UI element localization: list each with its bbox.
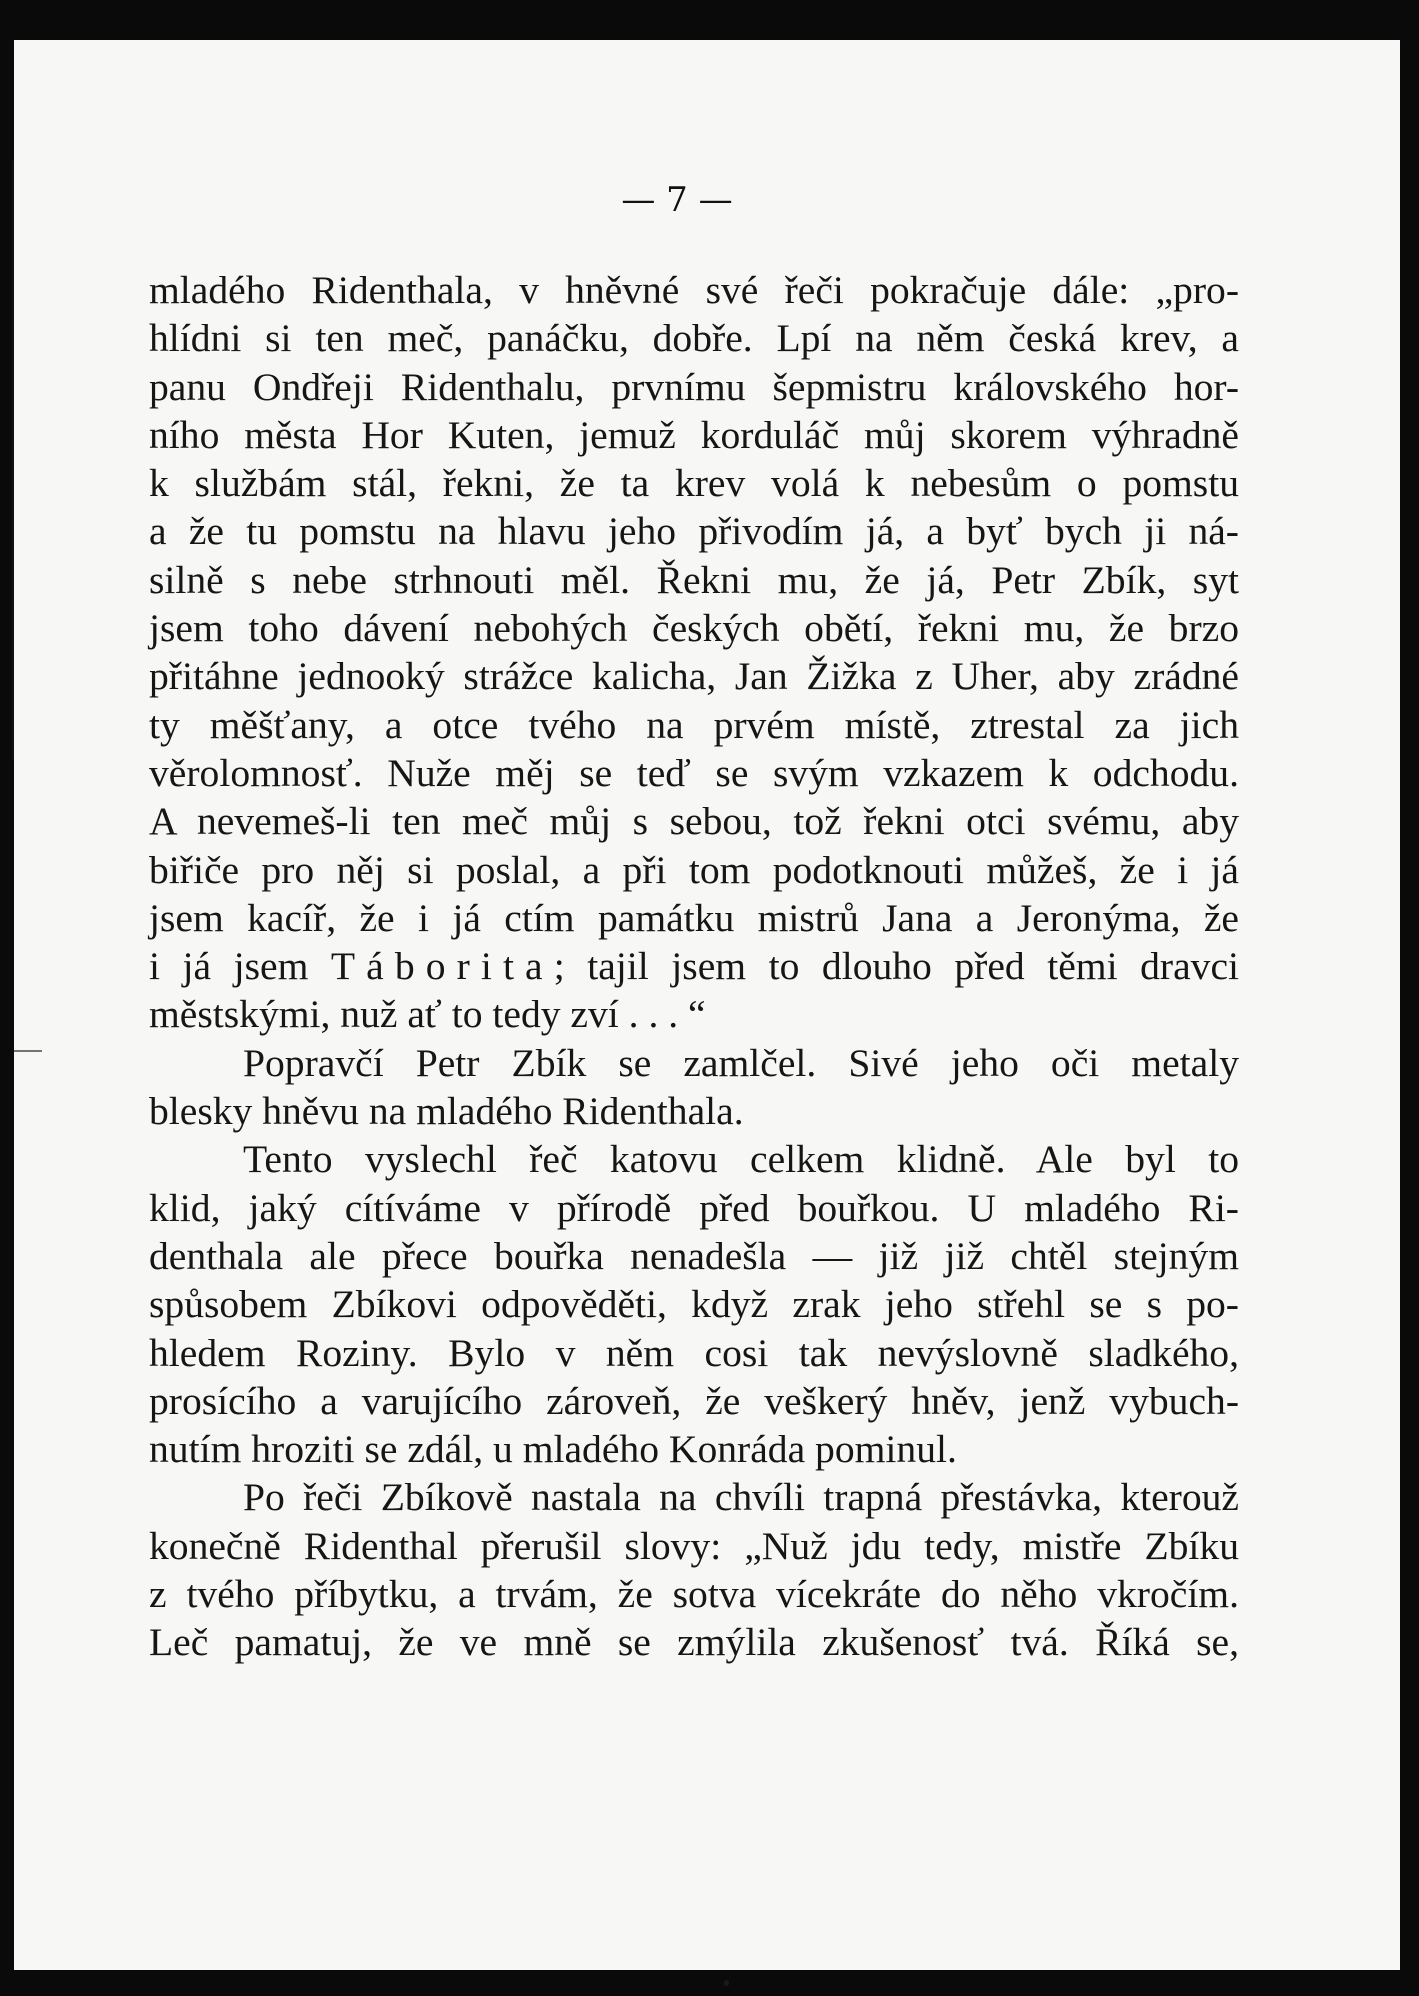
text-line: klid, jaký cítíváme v přírodě před bouřkou. U mladého Ri- [149, 1185, 1239, 1230]
book-page [14, 40, 1400, 1970]
body-text [149, 266, 1239, 1667]
text-line: panu Ondřeji Ridenthalu, prvnímu šepmistru královského hor- [149, 364, 1239, 409]
text-line: Tento vyslechl řeč katovu celkem klidně. Ale byl to [243, 1137, 1239, 1182]
text-line: ty měšťany, a otce tvého na prvém místě, ztrestal za jich [149, 702, 1239, 747]
text-line: Popravčí Petr Zbík se zamlčel. Sivé jeho oči metaly [243, 1040, 1239, 1085]
text-line: Po řeči Zbíkově nastala na chvíli trapná přestávka, kterouž [243, 1475, 1239, 1520]
text-line: konečně Ridenthal přerušil slovy: „Nuž jdu tedy, mistře Zbíku [149, 1523, 1239, 1568]
text-fragment: ; tajil jsem to dlouho před těmi dravci [553, 944, 1240, 989]
text-line: jsem kacíř, že i já ctím památku mistrů Jana a Jeronýma, že [149, 895, 1239, 940]
text-line: a že tu pomstu na hlavu jeho přivodím já, a byť bych ji ná- [149, 509, 1239, 554]
scan-edge-mark [12, 160, 14, 760]
text-line: z tvého příbytku, a trvám, že sotva vícekráte do něho vkročím. [149, 1572, 1239, 1617]
text-line: prosícího a varujícího zároveň, že veškerý hněv, jenž vybuch- [149, 1378, 1239, 1423]
scan-edge-mark [14, 1050, 42, 1052]
text-line: jsem toho dávení nebohých českých obětí, řekni mu, že brzo [149, 606, 1239, 651]
text-line: ního města Hor Kuten, jemuž korduláč můj skorem výhradně [149, 412, 1239, 457]
text-line: k službám stál, řekni, že ta krev volá k nebesům o pomstu [149, 461, 1239, 506]
emphasized-word: Táborita [330, 944, 554, 989]
text-line: denthala ale přece bouřka nenadešla — již již chtěl stejným [149, 1233, 1239, 1278]
text-line: věrolomnosť. Nuže měj se teď se svým vzkazem k odchodu. [149, 750, 1239, 795]
text-line: silně s nebe strhnouti měl. Řekni mu, že já, Petr Zbík, syt [149, 557, 1239, 602]
text-line: městskými, nuž ať to tedy zví . . . “ [149, 992, 706, 1037]
text-line: nutím hroziti se zdál, u mladého Konráda pominul. [149, 1427, 957, 1472]
text-line: spůsobem Zbíkovi odpověděti, když zrak jeho střehl se s po- [149, 1282, 1239, 1327]
text-fragment: i já jsem [149, 944, 331, 989]
text-line [149, 942, 1239, 990]
text-line: blesky hněvu na mladého Ridenthala. [149, 1089, 744, 1134]
text-line: hlídni si ten meč, panáčku, dobře. Lpí na něm česká krev, a [149, 316, 1239, 361]
text-line: hledem Roziny. Bylo v něm cosi tak nevýslovně sladkého, [149, 1330, 1239, 1375]
text-line: přitáhne jednooký strážce kalicha, Jan Žižka z Uher, aby zrádné [149, 654, 1239, 699]
text-line: biřiče pro něj si poslal, a při tom podotknouti můžeš, že i já [149, 847, 1239, 892]
page-number: — 7 — [621, 180, 733, 220]
text-line: mladého Ridenthala, v hněvné své řeči pokračuje dále: „pro- [149, 268, 1239, 312]
text-line: A nevemeš-li ten meč můj s sebou, tož řekni otci svému, aby [149, 799, 1239, 844]
scan-dot [724, 1980, 729, 1986]
text-line: Leč pamatuj, že ve mně se zmýlila zkušenosť tvá. Říká se, [149, 1620, 1239, 1665]
